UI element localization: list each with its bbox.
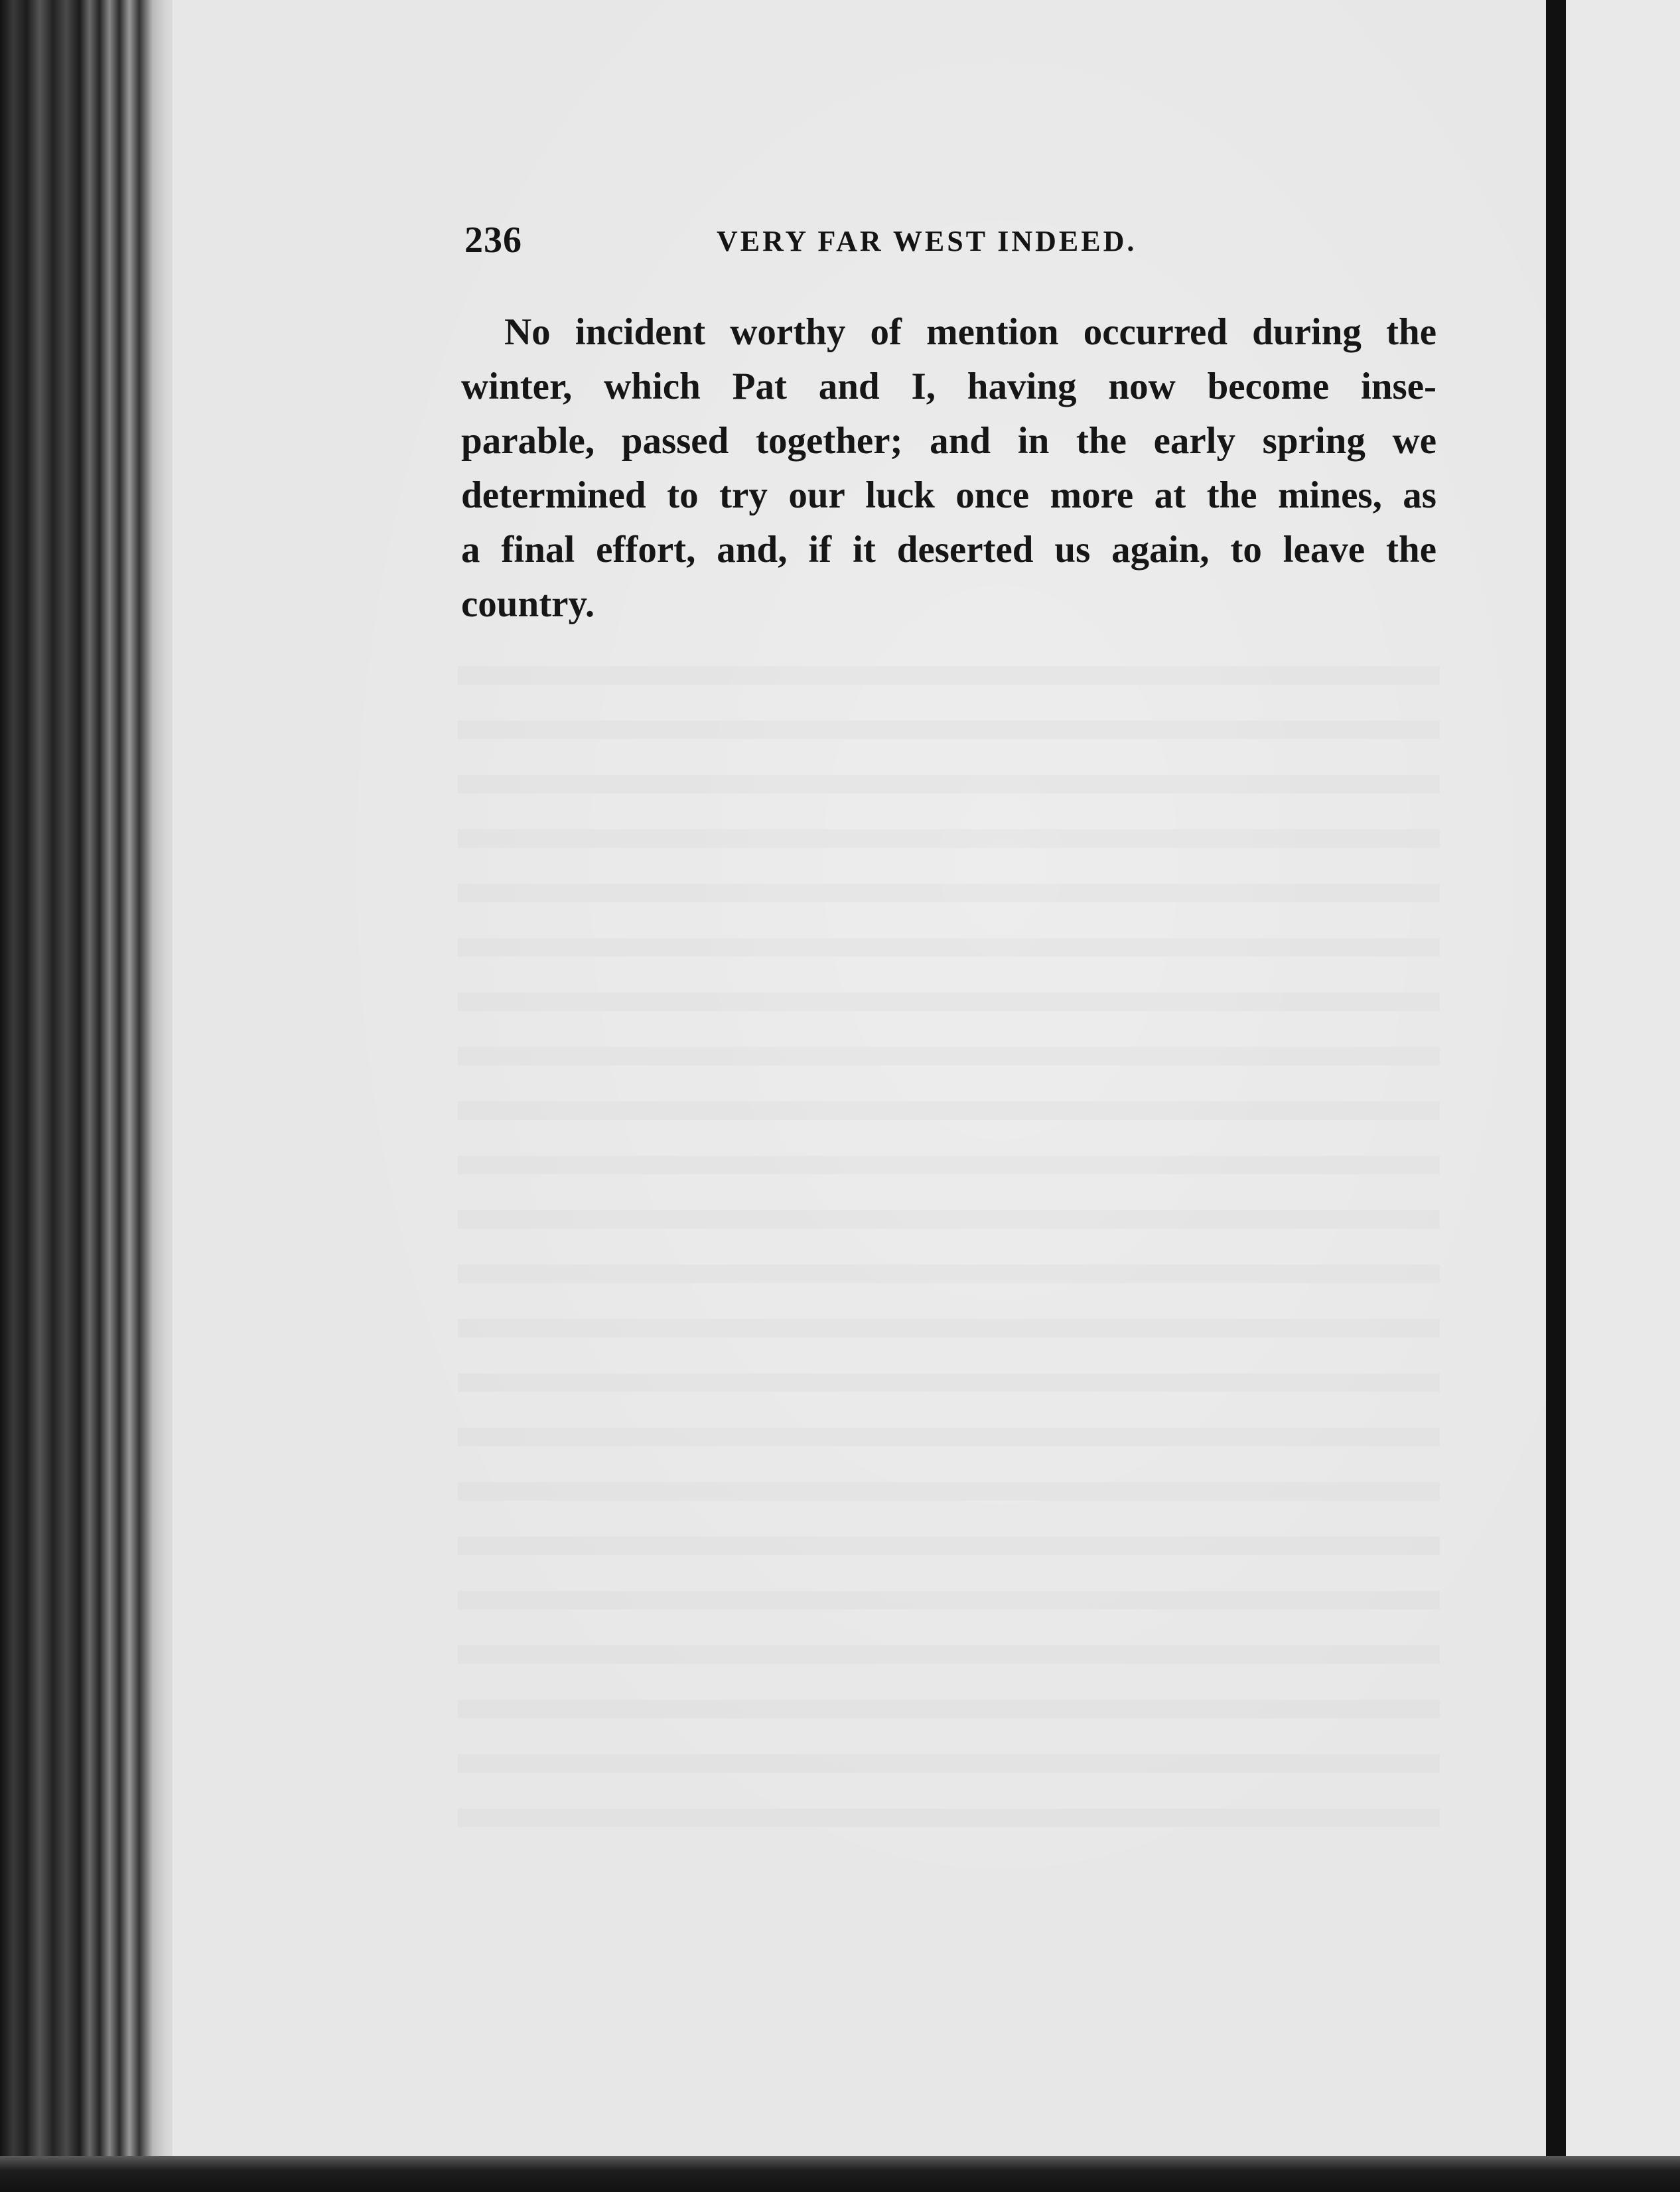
text-line: a final effort, and, if it deserted us again, to leave the [461,529,1436,571]
bleed-through-texture [458,637,1440,1831]
text-line: parable, passed together; and in the early spring we [461,420,1436,462]
text-line: winter, which Pat and I, having now become inse- [461,366,1436,407]
page-number: 236 [464,220,522,261]
bottom-page-edge [0,2156,1680,2192]
book-binding-edge [0,0,199,2192]
running-head: VERY FAR WEST INDEED. [717,225,1137,257]
adjacent-page-edge [1566,0,1680,2156]
body-paragraph [461,305,1436,632]
text-line: determined to try our luck once more at the mines, as [461,474,1436,516]
text-line: country. [461,583,595,625]
page-gutter [1546,0,1566,2156]
text-line: No incident worthy of mention occurred during the [504,311,1436,353]
page-header [464,219,1433,265]
